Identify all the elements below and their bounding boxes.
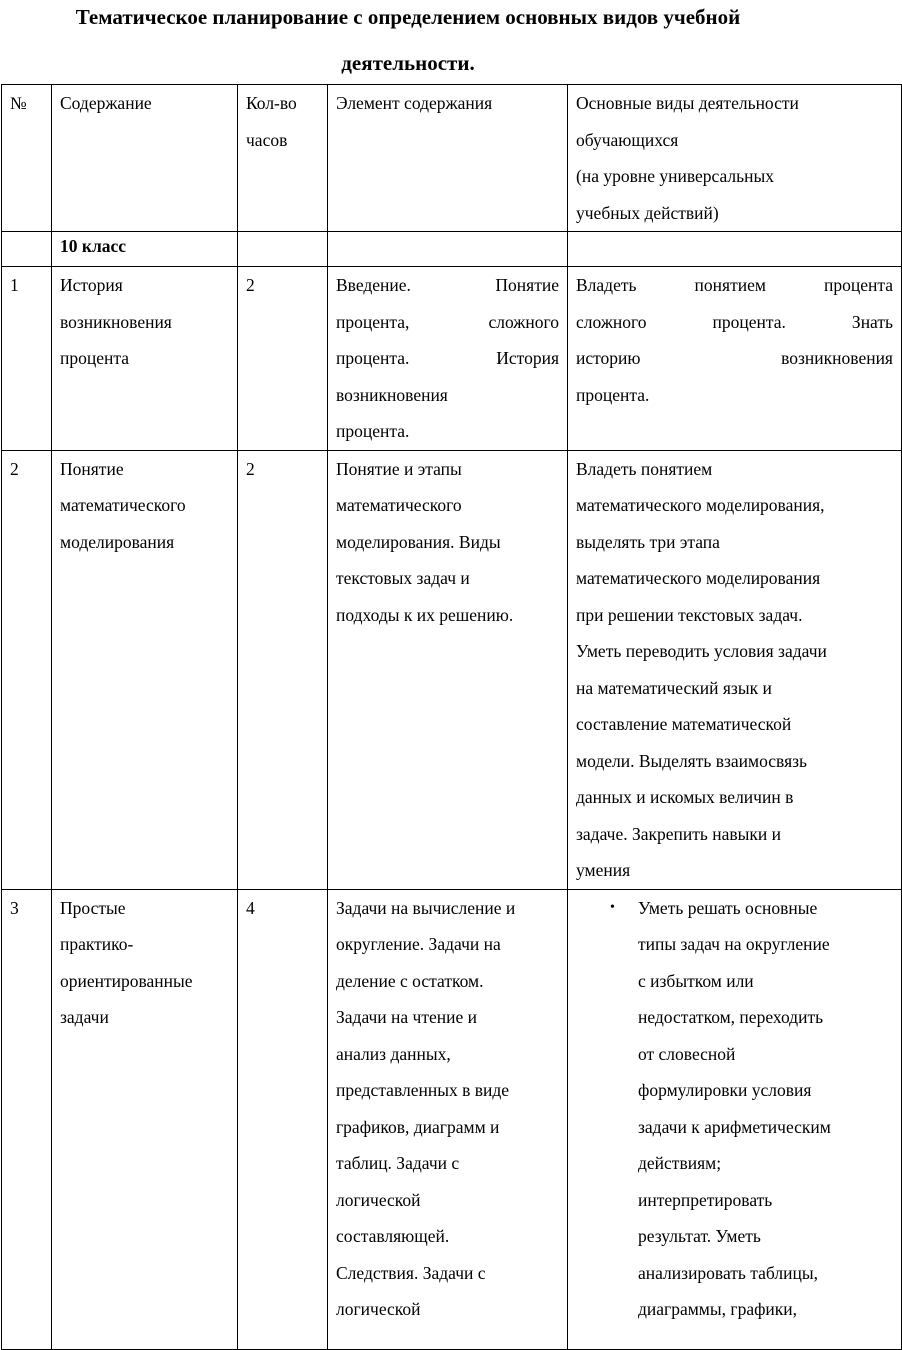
row-element: Понятие и этапы математического моделирования. Виды текстовых задач и подходы к их решению. xyxy=(328,450,568,889)
row-element: Задачи на вычисление и округление. Задачи на деление с остатком. Задачи на чтение и анализ данных, представленных в виде графиков, диаграмм и таблиц. Задачи с логической составляющей. Следствия. Задачи с логической xyxy=(328,889,568,1349)
row-num: 3 xyxy=(2,889,52,1349)
row-activity: Владеть понятием процента сложного процента. Знать историю возникновения процента. xyxy=(568,267,902,451)
planning-table xyxy=(1,84,902,1350)
title-line-2: деятельности. xyxy=(341,51,475,75)
header-row xyxy=(2,85,902,232)
header-activity: Основные виды деятельности обучающихся (на уровне универсальных учебных действий) xyxy=(568,85,902,232)
row-content: Простые практико- ориентированные задачи xyxy=(52,889,238,1349)
header-element: Элемент содержания xyxy=(328,85,568,232)
grade-row xyxy=(2,232,902,267)
header-hours: Кол-во часов xyxy=(238,85,328,232)
title-line-1: Тематическое планирование с определением основных видов учебной xyxy=(75,5,741,29)
row-activity: Владеть понятием математического моделирования, выделять три этапа математического моделирования при решении текстовых задач. Уметь переводить условия задачи на математический язык и составление математической модели. Выделять взаимосвязь данных и искомых величин в задаче. Закрепить навыки и умения xyxy=(568,450,902,889)
header-num: № xyxy=(2,85,52,232)
table-row xyxy=(2,889,902,1349)
bullet-icon: • xyxy=(610,899,615,915)
header-content: Содержание xyxy=(52,85,238,232)
row-element: Введение. Понятие процента, сложного процента. История возникновения процента. xyxy=(328,267,568,451)
planning-table-wrapper xyxy=(0,84,893,1321)
row-hours: 4 xyxy=(238,889,328,1349)
bullet-list-item: • Уметь решать основные типы задач на округление с избытком или недостатком, переходить от словесной формулировки условия задачи к арифметическим действиям; интерпретировать результат. Уметь анализировать таблицы, диаграммы, графики, xyxy=(576,890,893,1328)
row-num: 2 xyxy=(2,450,52,889)
row-activity xyxy=(568,889,902,1349)
row-hours: 2 xyxy=(238,267,328,451)
table-row xyxy=(2,450,902,889)
table-row xyxy=(2,267,902,451)
grade-label: 10 класс xyxy=(52,232,238,267)
row-content: История возникновения процента xyxy=(52,267,238,451)
row-hours: 2 xyxy=(238,450,328,889)
page-title xyxy=(0,0,816,82)
row-num: 1 xyxy=(2,267,52,451)
row-content: Понятие математического моделирования xyxy=(52,450,238,889)
